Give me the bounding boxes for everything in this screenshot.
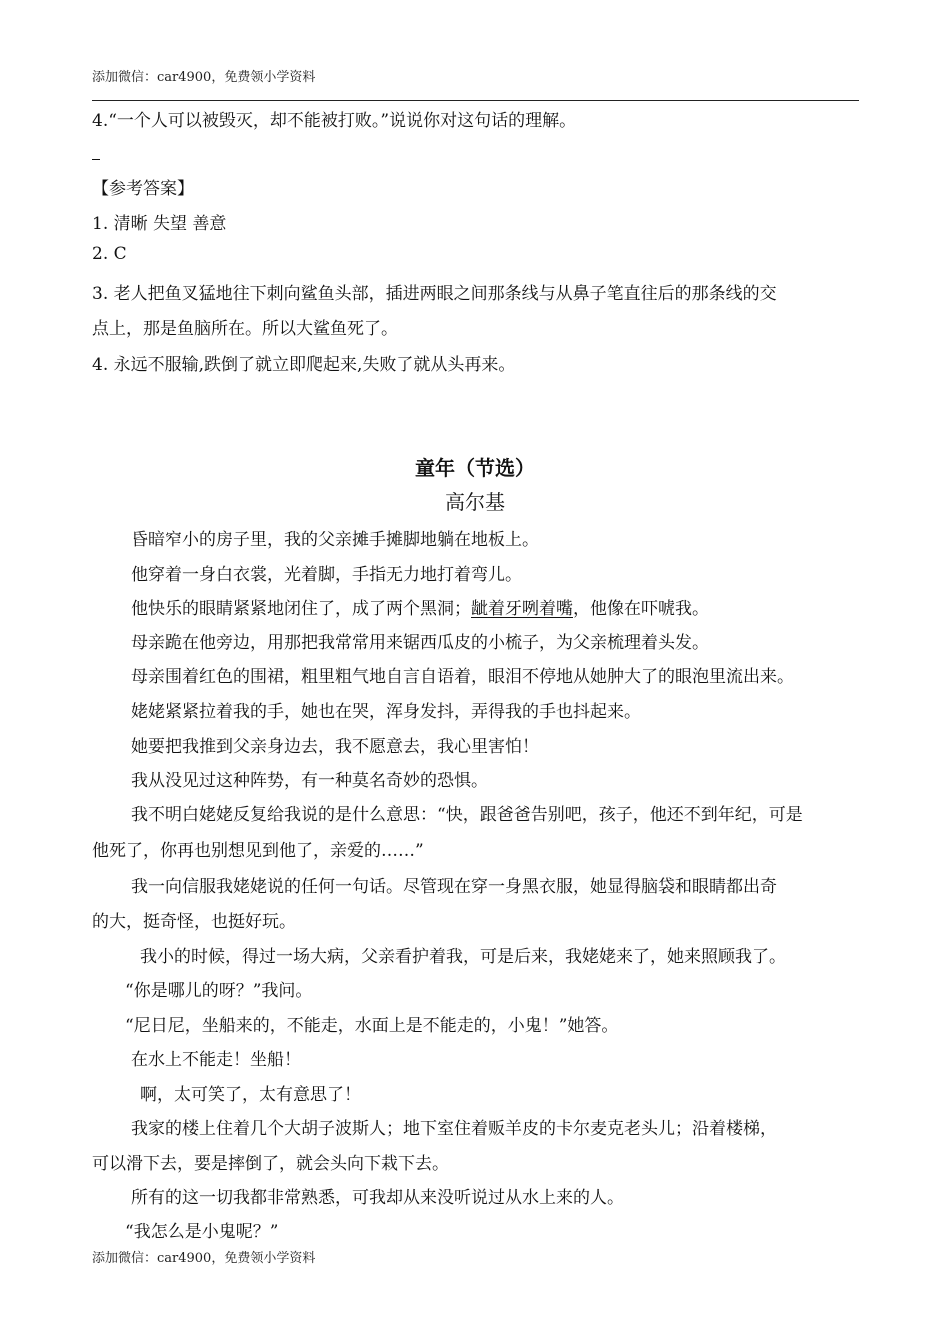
page-header: 添加微信：car4900，免费领小学资料 (92, 70, 316, 85)
paragraph-15: 啊，太可笑了，太有意思了！ (140, 1085, 361, 1105)
passage-author: 高尔基 (445, 490, 505, 514)
page-footer: 添加微信：car4900，免费领小学资料 (92, 1251, 316, 1266)
answer-3-line-1: 3. 老人把鱼叉猛地往下刺向鲨鱼头部，插进两眼之间那条线与从鼻子笔直往后的那条线的交 (92, 284, 777, 304)
answer-2: 2. C (92, 244, 127, 264)
answer-1: 1. 清晰 失望 善意 (92, 214, 227, 234)
paragraph-1: 昏暗窄小的房子里，我的父亲摊手摊脚地躺在地板上。 (131, 530, 539, 550)
paragraph-7: 她要把我推到父亲身边去，我不愿意去，我心里害怕！ (131, 737, 539, 757)
paragraph-10-line-1: 我一向信服我姥姥说的任何一句话。尽管现在穿一身黑衣服，她显得脑袋和眼睛都出奇 (131, 877, 777, 897)
paragraph-8: 我从没见过这种阵势，有一种莫名奇妙的恐惧。 (131, 771, 488, 791)
paragraph-4: 母亲跪在他旁边，用那把我常常用来锯西瓜皮的小梳子，为父亲梳理着头发。 (131, 633, 709, 653)
underlined-phrase: 龇着牙咧着嘴 (471, 599, 573, 619)
paragraph-3-text-a: 他快乐的眼睛紧紧地闭住了，成了两个黑洞； (131, 599, 471, 619)
paragraph-10-line-2: 的大，挺奇怪，也挺好玩。 (92, 912, 296, 932)
paragraph-9-line-2: 他死了，你再也别想见到他了，亲爱的……” (92, 841, 424, 861)
paragraph-13: “尼日尼，坐船来的，不能走，水面上是不能走的，小鬼！”她答。 (125, 1016, 619, 1036)
paragraph-5: 母亲围着红色的围裙，粗里粗气地自言自语着，眼泪不停地从她肿大了的眼泡里流出来。 (131, 667, 794, 687)
paragraph-11: 我小的时候，得过一场大病，父亲看护着我，可是后来，我姥姥来了，她来照顾我了。 (140, 947, 786, 967)
answer-blank-line (92, 159, 100, 160)
paragraph-6: 姥姥紧紧拉着我的手，她也在哭，浑身发抖，弄得我的手也抖起来。 (131, 702, 641, 722)
paragraph-2: 他穿着一身白衣裳，光着脚，手指无力地打着弯儿。 (131, 565, 522, 585)
passage-title: 童年（节选） (415, 456, 535, 480)
paragraph-3 (131, 594, 709, 619)
header-rule (92, 100, 859, 101)
paragraph-14: 在水上不能走！坐船！ (131, 1050, 301, 1070)
paragraph-16-line-2: 可以滑下去，要是摔倒了，就会头向下栽下去。 (92, 1154, 449, 1174)
paragraph-16-line-1: 我家的楼上住着几个大胡子波斯人；地下室住着贩羊皮的卡尔麦克老头儿；沿着楼梯， (131, 1119, 777, 1139)
answer-4: 4. 永远不服输,跌倒了就立即爬起来,失败了就从头再来。 (92, 355, 516, 375)
answer-3-line-2: 点上，那是鱼脑所在。所以大鲨鱼死了。 (92, 319, 398, 339)
paragraph-17: 所有的这一切我都非常熟悉，可我却从来没听说过从水上来的人。 (131, 1188, 624, 1208)
paragraph-3-text-b: ，他像在吓唬我。 (573, 599, 709, 619)
paragraph-18: “我怎么是小鬼呢？” (125, 1222, 279, 1242)
paragraph-12: “你是哪儿的呀？”我问。 (125, 981, 313, 1001)
answer-heading: 【参考答案】 (92, 179, 194, 199)
paragraph-9-line-1: 我不明白姥姥反复给我说的是什么意思：“快，跟爸爸告别吧，孩子，他还不到年纪，可是 (131, 805, 803, 825)
question-4: 4.“一个人可以被毁灭，却不能被打败。”说说你对这句话的理解。 (92, 111, 577, 131)
